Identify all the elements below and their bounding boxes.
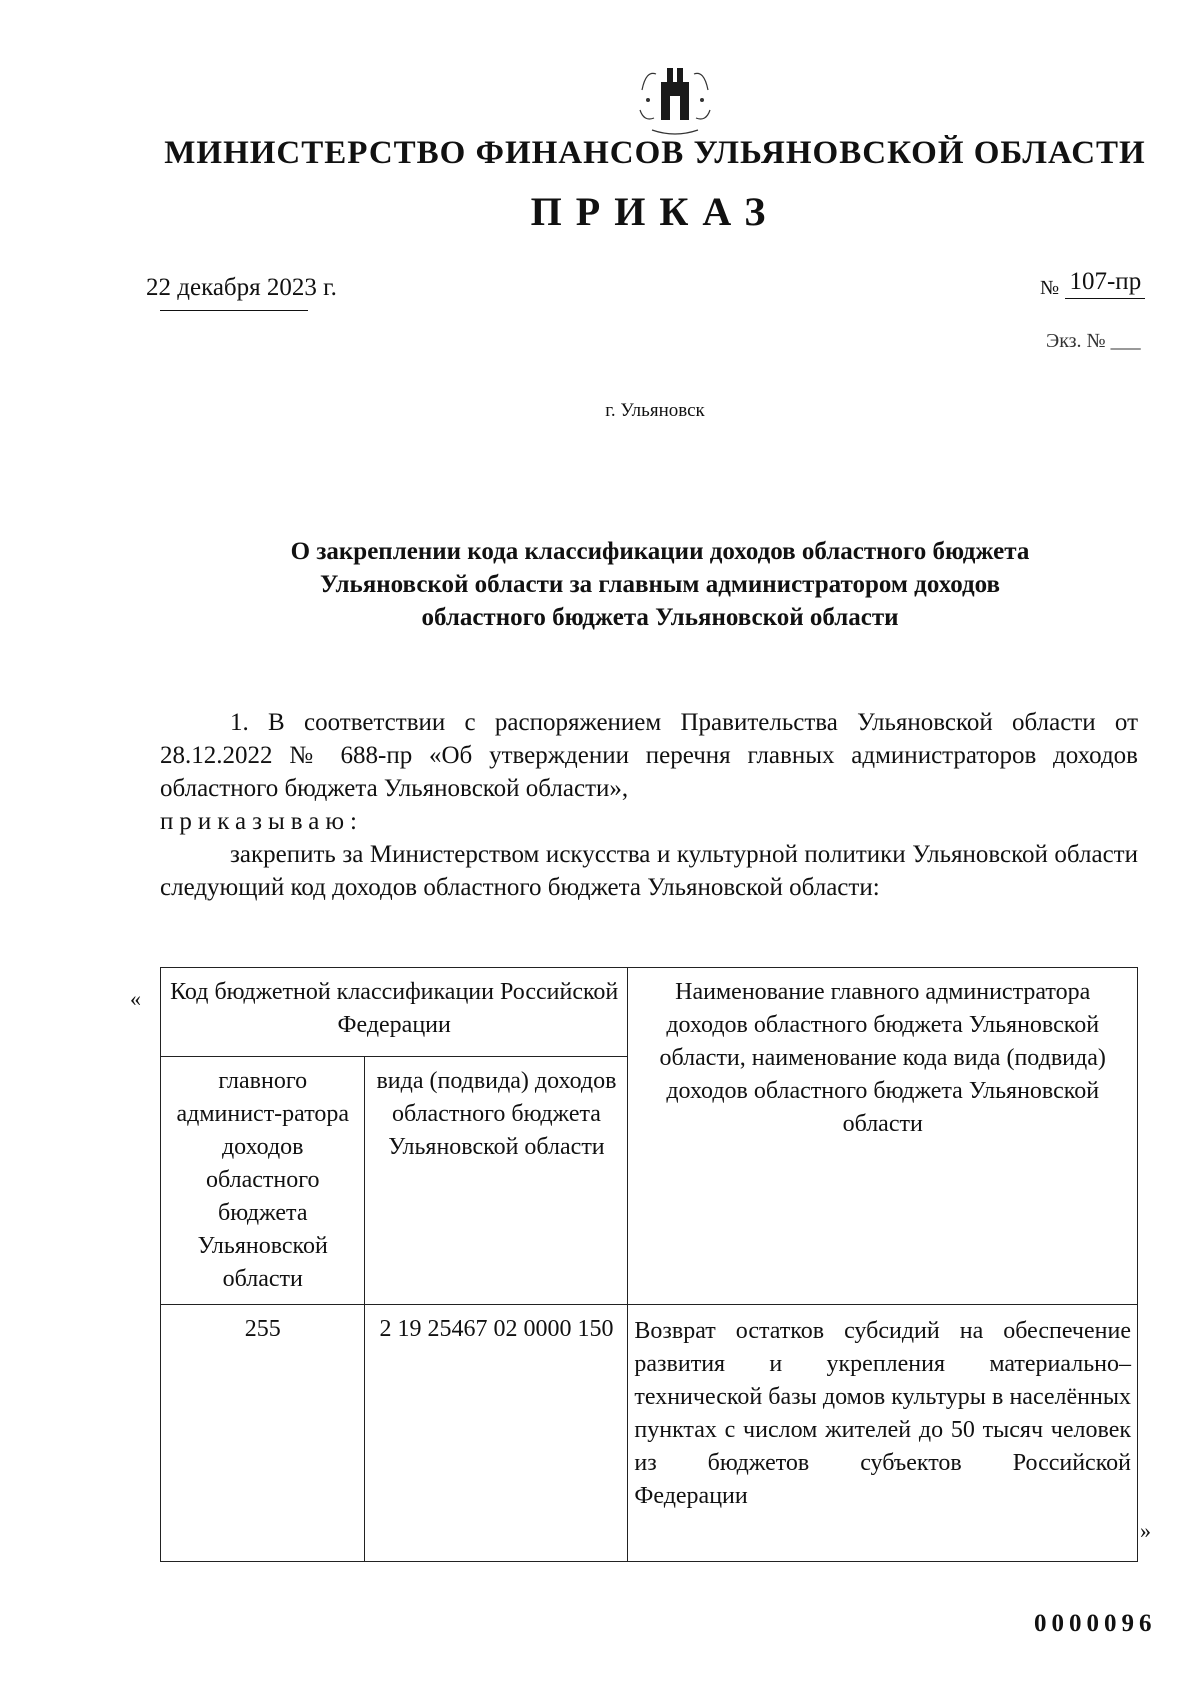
table-header-row <box>161 968 1138 1057</box>
body-paragraph-2: закрепить за Министерством искусства и культурной политики Ульяновской области следующий код доходов областного бюджета Ульяновской области: <box>160 841 1138 901</box>
header-code-cell: Код бюджетной классификации Российской Федерации <box>161 968 628 1057</box>
city-name: г. Ульяновск <box>605 400 705 421</box>
subject-line-2: Ульяновской области за главным администратором доходов <box>319 571 1001 598</box>
budget-code-table <box>160 967 1138 1562</box>
row-admin-code: 255 <box>161 1305 365 1562</box>
order-directive-word: приказываю: <box>160 808 363 835</box>
order-number-value: 107-пр <box>1065 268 1145 299</box>
document-serial-number: 0000096 <box>1034 1610 1157 1637</box>
row-description-text: Возврат остатков субсидий на обеспечение развития и укрепления материально–технической базы домов культуры в населённых пунктах с числом жителей до 50 тысяч человек из бюджетов субъектов Российской <box>634 1318 1131 1476</box>
row-income-code: 2 19 25467 02 0000 150 <box>365 1305 628 1562</box>
row-description-last-line: Федерации <box>634 1483 748 1509</box>
row-description <box>628 1305 1138 1562</box>
copy-number-label: Экз. № ___ <box>1046 330 1141 352</box>
table-quote-open: « <box>130 986 141 1011</box>
order-body <box>160 706 1138 904</box>
table-row <box>161 1305 1138 1562</box>
number-sign: № <box>1040 277 1060 299</box>
ministry-title: МИНИСТЕРСТВО ФИНАНСОВ УЛЬЯНОВСКОЙ ОБЛАСТИ <box>164 135 1146 171</box>
subject-line-1: О закреплении кода классификации доходов областного бюджета <box>290 538 1030 565</box>
subheader-kind-cell: вида (подвида) доходов областного бюджета Ульяновской области <box>365 1057 628 1305</box>
header-name-cell: Наименование главного администратора доходов областного бюджета Ульяновской области, наименование кода вида (подвида) доходов областного бюджета Ульяновской области <box>628 968 1138 1305</box>
coat-of-arms-emblem <box>634 60 716 140</box>
date-underline <box>160 310 308 311</box>
order-number <box>1040 268 1145 299</box>
subheader-admin-cell: главного админист-ратора доходов областного бюджета Ульяновской области <box>161 1057 365 1305</box>
body-paragraph-1: 1. В соответствии с распоряжением Правительства Ульяновской области от 28.12.2022 № 688-пр «Об утверждении перечня главных администраторов доходов областного бюджета Ульяновской области», <box>160 709 1138 802</box>
order-date: 22 декабря 2023 г. <box>146 274 337 301</box>
subject-line-3: областного бюджета Ульяновской области <box>421 604 899 631</box>
table-quote-close: » <box>1140 1518 1151 1543</box>
order-subject <box>160 535 1160 634</box>
document-type-title: ПРИКАЗ <box>530 189 780 234</box>
